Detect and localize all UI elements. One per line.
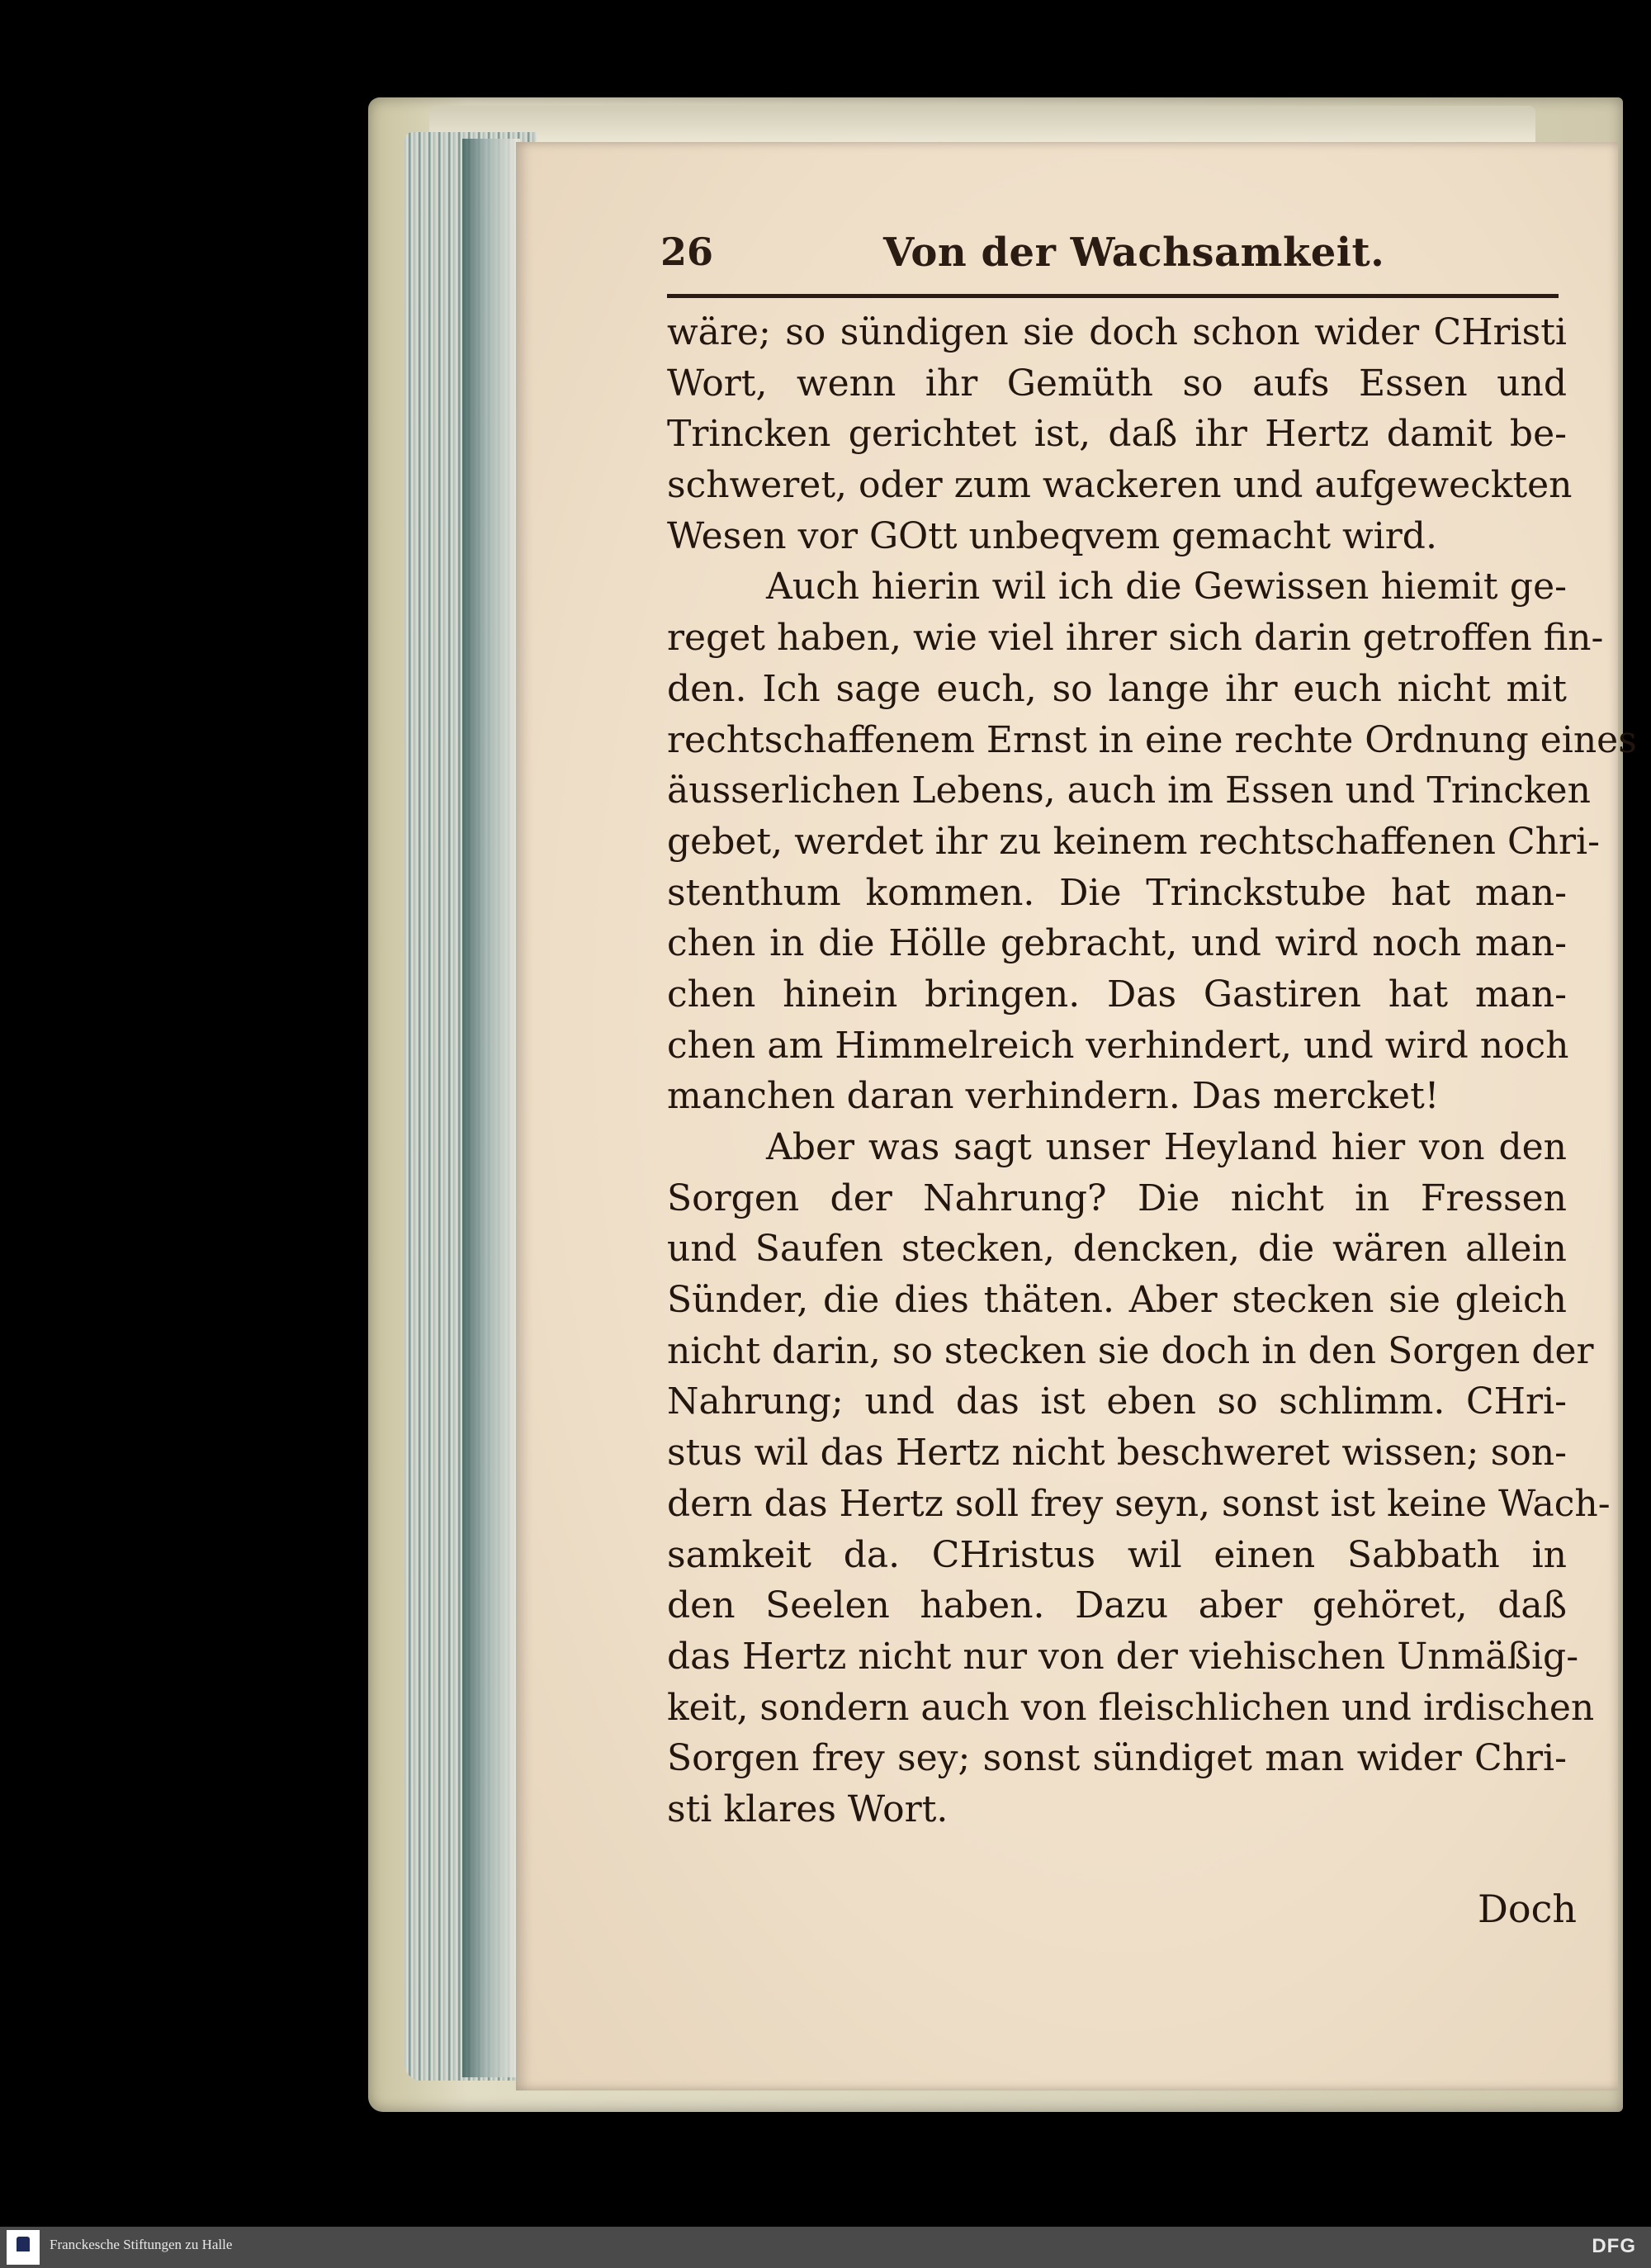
text-line: Sorgen frey sey; sonst sündiget man wider Chri- (667, 1737, 1567, 1780)
text-line: und Saufen stecken, dencken, die wären allein (667, 1228, 1567, 1271)
page-number: 26 (660, 230, 714, 274)
text-line: nicht darin, so stecken sie doch in den Sorgen der (667, 1329, 1594, 1372)
text-line: Wesen vor GOtt unbeqvem gemacht wird. (667, 514, 1437, 557)
header-rule (667, 294, 1559, 298)
text-line: Sorgen der Nahrung? Die nicht in Fressen (667, 1177, 1567, 1219)
dfg-badge: DFG (1592, 2235, 1636, 2257)
text-line: stenthum kommen. Die Trinckstube hat man- (667, 871, 1567, 914)
text-line: das Hertz nicht nur von der viehischen Unmäßig- (667, 1635, 1579, 1678)
catchword: Doch (1478, 1887, 1577, 1931)
institution-logo-icon (7, 2230, 40, 2265)
text-line: chen am Himmelreich verhindert, und wird noch (667, 1024, 1569, 1067)
text-line: chen in die Hölle gebracht, und wird noch man- (667, 922, 1567, 965)
text-line: stus wil das Hertz nicht beschweret wissen; son- (667, 1432, 1567, 1475)
text-line: äusserlichen Lebens, auch im Essen und Trincken (667, 769, 1591, 812)
footer-bar (0, 2227, 1651, 2268)
page-top-edge (429, 106, 1535, 144)
text-line: Sünder, die dies thäten. Aber stecken sie gleich (667, 1279, 1567, 1322)
text-line: sti klares Wort. (667, 1787, 948, 1830)
text-line: rechtschaffenem Ernst in eine rechte Ordnung eines (667, 718, 1637, 761)
running-title: Von der Wachsamkeit. (883, 230, 1385, 276)
body-text (667, 307, 1637, 1835)
text-line: manchen daran verhindern. Das mercket! (667, 1075, 1440, 1118)
text-line: samkeit da. CHristus wil einen Sabbath in (667, 1533, 1567, 1576)
footer-institution: Franckesche Stiftungen zu Halle (50, 2237, 233, 2252)
page-edge-shade (462, 139, 520, 2077)
logo-mark (17, 2237, 30, 2251)
text-line: den Seelen haben. Dazu aber gehöret, daß (667, 1584, 1567, 1627)
text-line: Aber was sagt unser Heyland hier von den (766, 1126, 1567, 1168)
text-line: schweret, oder zum wackeren und aufgeweckten (667, 464, 1573, 507)
text-line: wäre; so sündigen sie doch schon wider CHristi (667, 311, 1567, 353)
text-line: gebet, werdet ihr zu keinem rechtschaffenen Chri- (667, 820, 1600, 863)
text-line: reget haben, wie viel ihrer sich darin getroffen fin- (667, 617, 1604, 660)
text-line: Auch hierin wil ich die Gewissen hiemit ge- (766, 566, 1567, 608)
text-line: Trincken gerichtet ist, daß ihr Hertz damit be- (667, 413, 1567, 456)
text-line: den. Ich sage euch, so lange ihr euch nicht mit (667, 667, 1567, 710)
text-line: dern das Hertz soll frey seyn, sonst ist keine Wach- (667, 1482, 1611, 1525)
text-line: Nahrung; und das ist eben so schlimm. CHri- (667, 1380, 1567, 1423)
running-header (660, 230, 1552, 287)
text-line: chen hinein bringen. Das Gastiren hat man- (667, 973, 1567, 1016)
text-line: keit, sondern auch von fleischlichen und irdischen (667, 1686, 1595, 1729)
text-line: Wort, wenn ihr Gemüth so aufs Essen und (667, 362, 1567, 405)
